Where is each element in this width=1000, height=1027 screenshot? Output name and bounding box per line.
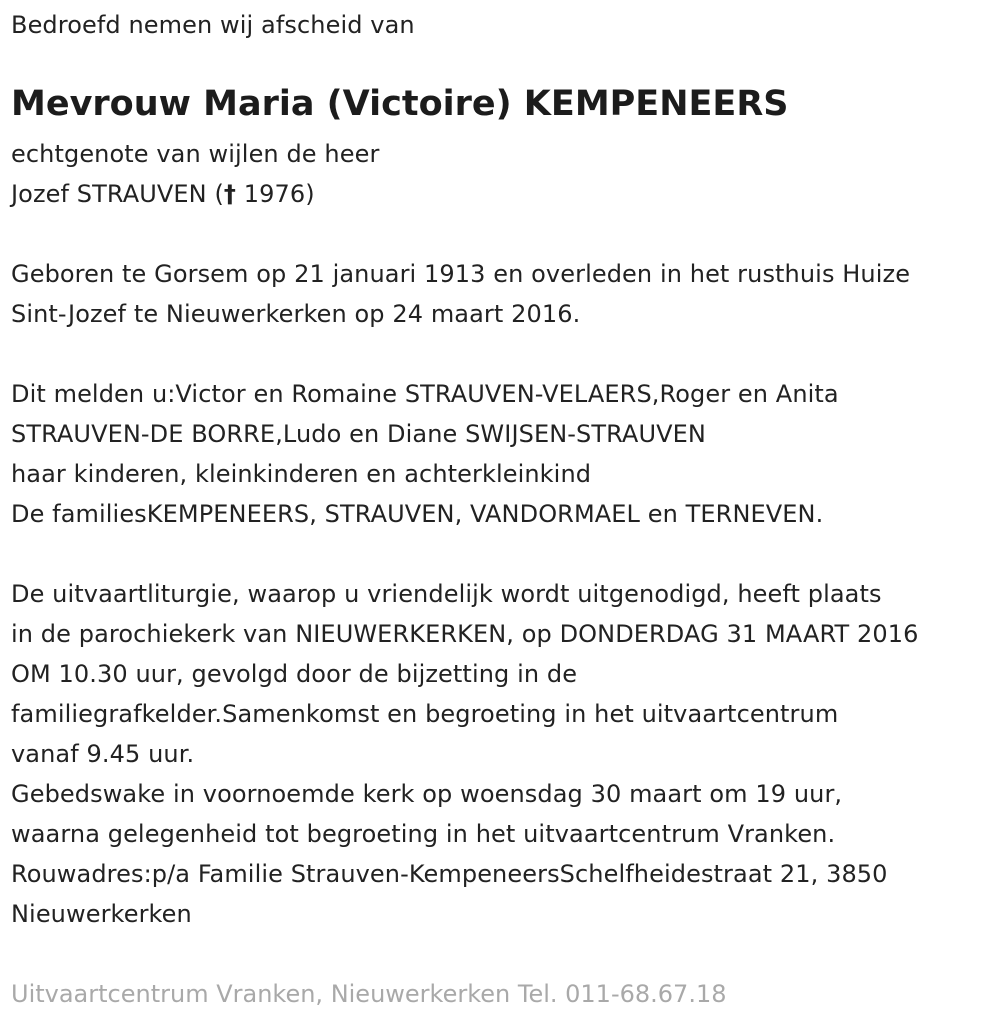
service-line: familiegrafkelder.Samenkomst en begroeting in het uitvaartcentrum: [11, 700, 839, 728]
announcement-line: STRAUVEN-DE BORRE,Ludo en Diane SWIJSEN-STRAUVEN: [11, 420, 706, 448]
announcement-line: haar kinderen, kleinkinderen en achterkleinkind: [11, 460, 592, 488]
spouse-name: Jozef STRAUVEN (: [11, 180, 224, 208]
announcement-line: Dit melden u:Victor en Romaine STRAUVEN-VELAERS,Roger en Anita: [11, 380, 839, 408]
spouse-intro: echtgenote van wijlen de heer: [11, 140, 380, 168]
service-line: Nieuwerkerken: [11, 900, 192, 928]
spouse-name-line: [11, 174, 379, 214]
service-line: vanaf 9.45 uur.: [11, 740, 195, 768]
service-line: Rouwadres:p/a Familie Strauven-KempeneersSchelfheidestraat 21, 3850: [11, 860, 888, 888]
deceased-name: Mevrouw Maria (Victoire) KEMPENEERS: [11, 84, 789, 124]
spouse-block: [11, 134, 379, 214]
birth-death-block: [11, 254, 910, 334]
service-block: [11, 574, 918, 934]
service-line: De uitvaartliturgie, waarop u vriendelijk wordt uitgenodigd, heeft plaats: [11, 580, 882, 608]
service-line: Gebedswake in voornoemde kerk op woensdag 30 maart om 19 uur,: [11, 780, 843, 808]
announcement-block: [11, 374, 839, 534]
service-line: in de parochiekerk van NIEUWERKERKEN, op DONDERDAG 31 MAART 2016: [11, 620, 919, 648]
birth-death-line: Geboren te Gorsem op 21 januari 1913 en overleden in het rusthuis Huize: [11, 260, 911, 288]
service-line: waarna gelegenheid tot begroeting in het uitvaartcentrum Vranken.: [11, 820, 836, 848]
funeral-home-footer: Uitvaartcentrum Vranken, Nieuwerkerken Tel. 011-68.67.18: [11, 980, 727, 1008]
cross-icon: †: [223, 180, 237, 208]
service-line: OM 10.30 uur, gevolgd door de bijzetting in de: [11, 660, 578, 688]
announcement-line: De familiesKEMPENEERS, STRAUVEN, VANDORMAEL en TERNEVEN.: [11, 500, 824, 528]
spouse-death-year: 1976): [236, 180, 315, 208]
intro-text: Bedroefd nemen wij afscheid van: [11, 11, 415, 39]
birth-death-line: Sint-Jozef te Nieuwerkerken op 24 maart 2016.: [11, 300, 581, 328]
